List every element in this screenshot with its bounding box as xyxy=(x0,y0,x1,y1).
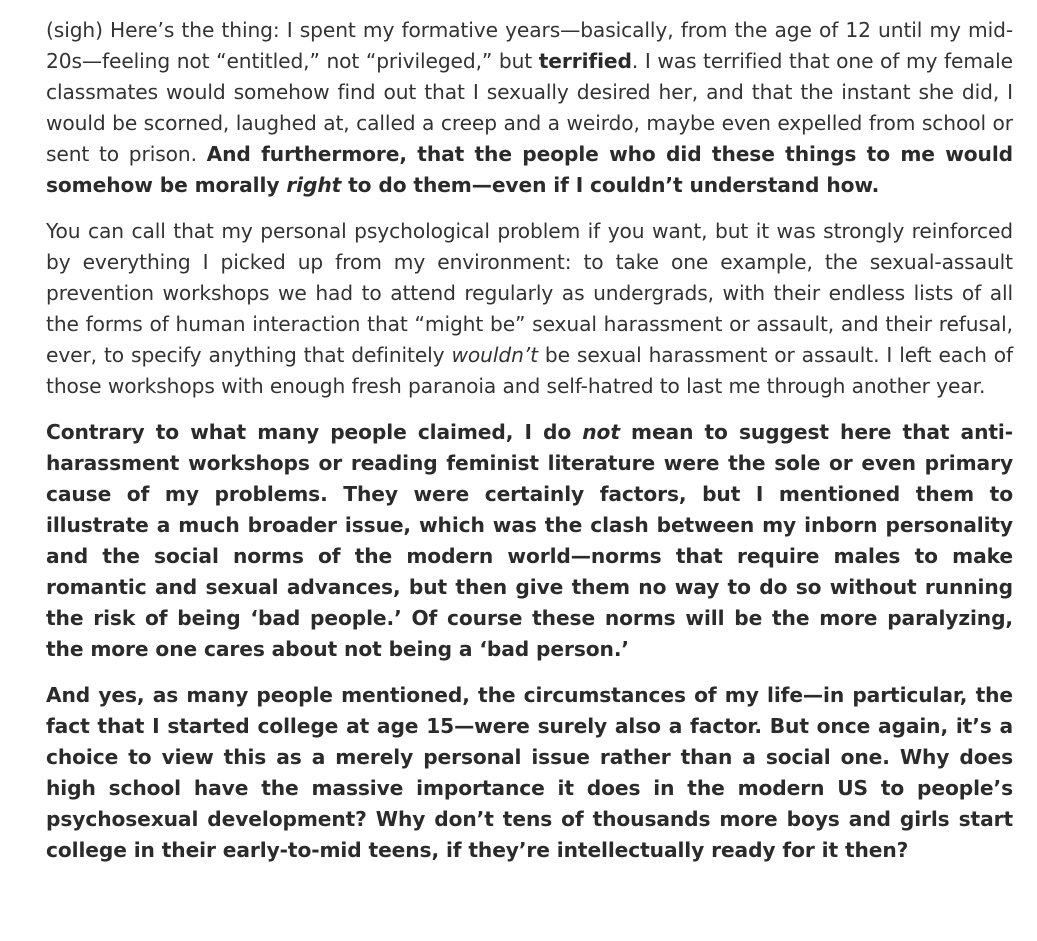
paragraph-1-text-b: . I was terrified that one of my female classmates would somehow find out that I sexually desired her, and that the instant she did, I would be scorned, laughed at, called a creep and a weirdo, maybe even expelled from school or sent to prison. xyxy=(46,49,1013,166)
paragraph-1-bold-word: terrified xyxy=(538,49,632,73)
paragraph-4 xyxy=(46,680,1013,866)
paragraph-2 xyxy=(46,216,1013,402)
paragraph-3-italic-word: not xyxy=(582,420,620,444)
paragraph-3 xyxy=(46,417,1013,665)
paragraph-1-bold-text-b: to do them—even if I couldn’t understand how. xyxy=(341,173,880,197)
article-body xyxy=(46,15,1013,881)
paragraph-4-text: And yes, as many people mentioned, the circumstances of my life—in particular, the fact that I started college at age 15—were surely also a factor. But once again, it’s a choice to view this as a merely personal issue rather than a social one. Why does high school have the massive importance it does in the modern US to people’s psychosexual development? Why don’t tens of thousands more boys and girls start college in their early-to-mid teens, if they’re intellectually ready for it then? xyxy=(46,683,1013,862)
paragraph-3-text-b: mean to suggest here that anti-harassment workshops or reading feminist literature were the sole or even primary cause of my problems. They were certainly factors, but I mentioned them to illustrate a much broader issue, which was the clash between my inborn personality and the social norms of the modern world—norms that require males to make romantic and sexual advances, but then give them no way to do so without running the risk of being ‘bad people.’ Of course these norms will be the more paralyzing, the more one cares about not being a ‘bad person.’ xyxy=(46,420,1013,661)
paragraph-2-italic-word: wouldn’t xyxy=(451,343,538,367)
paragraph-1 xyxy=(46,15,1013,201)
paragraph-1-text-a: (sigh) Here’s the thing: I spent my formative years—basically, from the age of 12 until my mid-20s—feeling not “entitled,” not “privileged,” but xyxy=(46,18,1013,73)
paragraph-2-text-a: You can call that my personal psychological problem if you want, but it was strongly reinforced by everything I picked up from my environment: to take one example, the sexual-assault prevention workshops we had to attend regularly as undergrads, with their endless lists of all the forms of human interaction that “might be” sexual harassment or assault, and their refusal, ever, to specify anything that definitely xyxy=(46,219,1013,367)
paragraph-1-bold-italic-word: right xyxy=(286,173,342,197)
paragraph-1-bold-text-a: And furthermore, that the people who did these things to me would somehow be morally xyxy=(46,142,1013,197)
paragraph-3-text-a: Contrary to what many people claimed, I do xyxy=(46,420,583,444)
paragraph-2-text-b: be sexual harassment or assault. I left each of those workshops with enough fresh paranoia and self-hatred to last me through another year. xyxy=(46,343,1013,398)
